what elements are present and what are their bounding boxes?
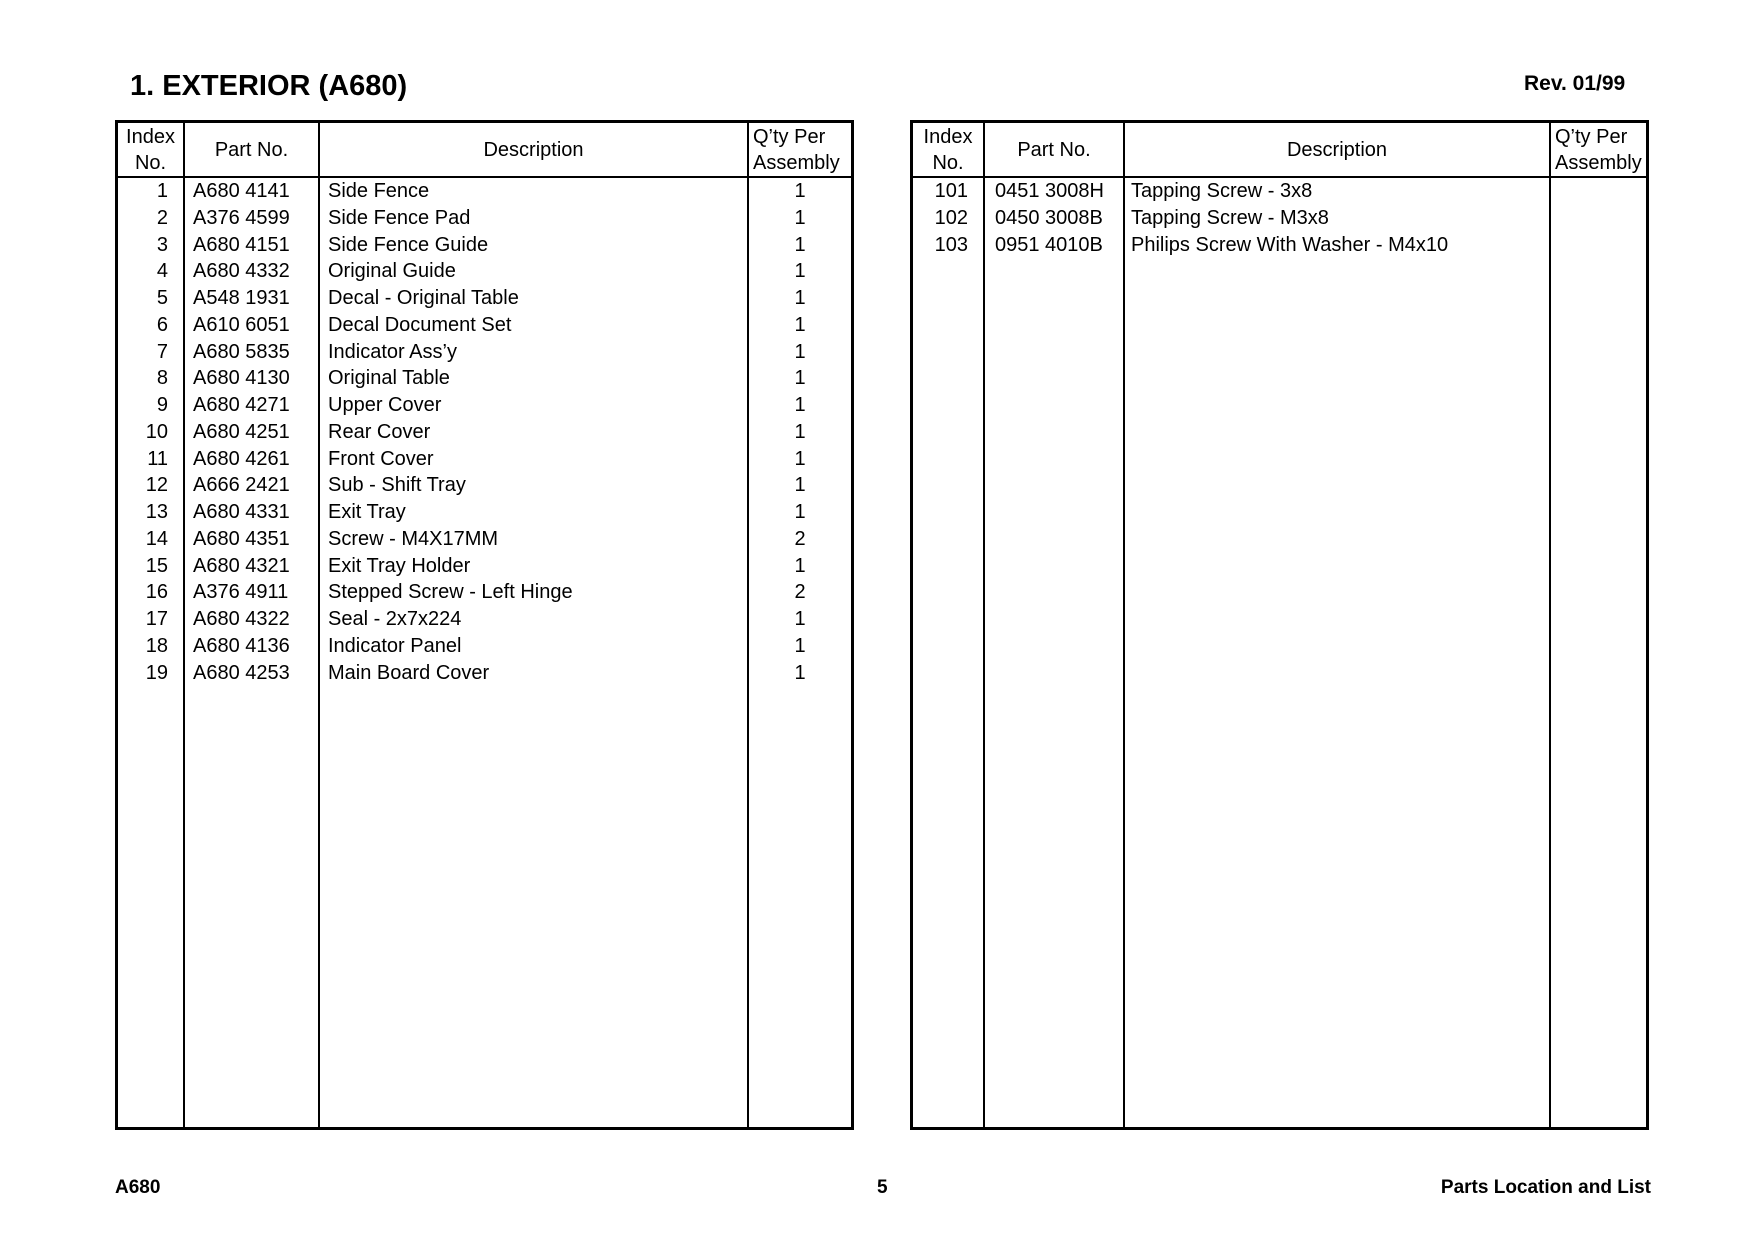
column-divider xyxy=(983,123,985,1127)
index-cell: 19 xyxy=(145,661,168,684)
table-row xyxy=(913,232,1646,259)
table-row xyxy=(118,339,851,366)
table-row xyxy=(913,178,1646,205)
description-cell: Main Board Cover xyxy=(328,661,490,684)
index-cell: 1 xyxy=(156,180,168,202)
part-no-cell: A680 4136 xyxy=(193,634,290,657)
part-no-cell: A680 4322 xyxy=(193,608,290,630)
index-cell: 12 xyxy=(145,474,168,497)
description-cell: Original Guide xyxy=(328,260,456,283)
part-no-cell: A680 4321 xyxy=(193,554,290,577)
table-row xyxy=(118,553,851,580)
description-cell: Stepped Screw - Left Hinge xyxy=(328,581,573,604)
description-cell: Front Cover xyxy=(328,447,434,470)
part-no-cell: A680 4251 xyxy=(193,420,290,443)
column-divider xyxy=(1123,123,1125,1127)
page-title: 1. EXTERIOR (A680) xyxy=(130,70,408,102)
table-body xyxy=(118,178,851,686)
description-cell: Side Fence Pad xyxy=(328,206,471,229)
qty-cell: 1 xyxy=(794,313,806,336)
part-no-cell: A376 4599 xyxy=(193,206,290,229)
description-cell: Side Fence Guide xyxy=(328,233,489,256)
table-row xyxy=(118,312,851,339)
header-qty: Q’ty Per Assembly xyxy=(753,125,840,174)
description-cell: Indicator Ass’y xyxy=(328,340,457,363)
table-row xyxy=(118,205,851,232)
index-cell: 16 xyxy=(145,581,168,604)
part-no-cell: 0951 4010B xyxy=(995,233,1103,256)
header-index: Index No. xyxy=(923,125,973,174)
parts-table-left xyxy=(115,120,854,1130)
description-cell: Tapping Screw - 3x8 xyxy=(1131,180,1313,202)
qty-cell: 2 xyxy=(794,527,806,550)
qty-cell: 1 xyxy=(794,367,806,390)
header-description: Description xyxy=(483,138,584,161)
qty-cell: 1 xyxy=(794,287,806,309)
qty-cell: 1 xyxy=(794,394,806,416)
qty-cell: 1 xyxy=(794,661,806,684)
revision-label: Rev. 01/99 xyxy=(1524,72,1626,95)
table-row xyxy=(118,285,851,312)
header-description: Description xyxy=(1286,138,1388,161)
index-cell: 101 xyxy=(934,180,968,202)
table-header xyxy=(118,123,851,178)
qty-cell: 2 xyxy=(794,581,806,604)
table-body xyxy=(913,178,1646,258)
description-cell: Exit Tray Holder xyxy=(328,554,471,577)
index-cell: 2 xyxy=(156,206,168,229)
footer-model: A680 xyxy=(115,1177,161,1198)
index-cell: 10 xyxy=(145,420,168,443)
qty-cell: 1 xyxy=(794,634,806,657)
qty-cell: 1 xyxy=(794,233,806,256)
parts-table-right xyxy=(910,120,1649,1130)
qty-cell: 1 xyxy=(794,340,806,363)
qty-cell: 1 xyxy=(794,206,806,229)
description-cell: Rear Cover xyxy=(328,420,431,443)
header-part-no: Part No. xyxy=(214,138,289,161)
part-no-cell: A680 4151 xyxy=(193,233,290,256)
header-qty: Q’ty Per Assembly xyxy=(1555,125,1642,174)
table-row xyxy=(118,419,851,446)
description-cell: Tapping Screw - M3x8 xyxy=(1131,206,1329,229)
part-no-cell: A680 4261 xyxy=(193,447,290,470)
table-row xyxy=(118,446,851,473)
footer-section-title: Parts Location and List xyxy=(1440,1177,1651,1198)
header-part-no: Part No. xyxy=(1017,138,1091,161)
part-no-cell: A610 6051 xyxy=(193,313,290,336)
description-cell: Indicator Panel xyxy=(328,634,462,657)
part-no-cell: 0451 3008H xyxy=(995,180,1104,202)
table-row xyxy=(118,178,851,205)
qty-cell: 1 xyxy=(794,474,806,497)
description-cell: Philips Screw With Washer - M4x10 xyxy=(1131,233,1449,256)
description-cell: Sub - Shift Tray xyxy=(328,474,466,497)
table-row xyxy=(118,606,851,633)
index-cell: 6 xyxy=(156,313,168,336)
qty-cell: 1 xyxy=(794,554,806,577)
table-row xyxy=(118,258,851,285)
index-cell: 4 xyxy=(156,260,168,283)
description-cell: Decal Document Set xyxy=(328,313,512,336)
index-cell: 7 xyxy=(156,340,168,363)
table-row xyxy=(118,232,851,259)
part-no-cell: A680 4331 xyxy=(193,501,290,523)
description-cell: Exit Tray xyxy=(328,501,406,523)
table-row xyxy=(118,472,851,499)
index-cell: 17 xyxy=(145,608,168,630)
table-row xyxy=(118,660,851,687)
table-row xyxy=(118,392,851,419)
part-no-cell: A376 4911 xyxy=(193,581,289,604)
part-no-cell: A548 1931 xyxy=(193,287,290,309)
description-cell: Upper Cover xyxy=(328,394,442,416)
index-cell: 103 xyxy=(934,233,968,256)
part-no-cell: A666 2421 xyxy=(193,474,290,497)
description-cell: Decal - Original Table xyxy=(328,287,519,309)
description-cell: Screw - M4X17MM xyxy=(328,527,499,550)
table-row xyxy=(118,633,851,660)
part-no-cell: A680 4332 xyxy=(193,260,290,283)
part-no-cell: A680 4141 xyxy=(193,180,290,202)
column-divider xyxy=(1549,123,1551,1127)
part-no-cell: A680 4253 xyxy=(193,661,290,684)
part-no-cell: A680 4130 xyxy=(193,367,290,390)
qty-cell: 1 xyxy=(794,501,806,523)
table-row xyxy=(118,499,851,526)
qty-cell: 1 xyxy=(794,608,806,630)
index-cell: 11 xyxy=(147,447,168,470)
description-cell: Original Table xyxy=(328,367,450,390)
index-cell: 8 xyxy=(156,367,168,390)
index-cell: 5 xyxy=(156,287,168,309)
table-header xyxy=(913,123,1646,178)
part-no-cell: A680 4271 xyxy=(193,394,290,416)
table-row xyxy=(118,365,851,392)
index-cell: 14 xyxy=(145,527,168,550)
index-cell: 18 xyxy=(145,634,168,657)
description-cell: Seal - 2x7x224 xyxy=(328,608,462,630)
part-no-cell: A680 4351 xyxy=(193,527,290,550)
table-row xyxy=(913,205,1646,232)
qty-cell: 1 xyxy=(794,260,806,283)
qty-cell: 1 xyxy=(794,180,806,202)
table-row xyxy=(118,579,851,606)
part-no-cell: 0450 3008B xyxy=(995,206,1103,229)
description-cell: Side Fence xyxy=(328,180,430,202)
part-no-cell: A680 5835 xyxy=(193,340,290,363)
qty-cell: 1 xyxy=(794,420,806,443)
header-index: Index No. xyxy=(126,125,175,174)
qty-cell: 1 xyxy=(794,447,806,470)
index-cell: 3 xyxy=(156,233,168,256)
index-cell: 15 xyxy=(145,554,168,577)
index-cell: 9 xyxy=(156,394,168,416)
table-row xyxy=(118,526,851,553)
page-number: 5 xyxy=(877,1177,888,1198)
index-cell: 13 xyxy=(145,501,168,523)
index-cell: 102 xyxy=(934,206,968,229)
